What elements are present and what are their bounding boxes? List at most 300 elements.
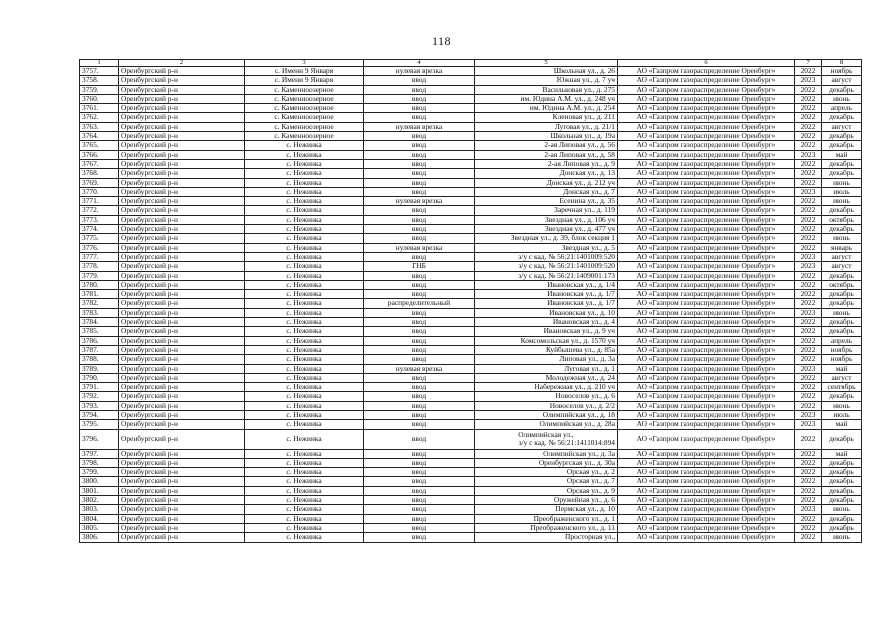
address-cell: Васильковая ул., д. 275 <box>475 85 618 94</box>
work-type-cell: ввод <box>364 225 475 234</box>
organization-cell: АО «Газпром газораспределение Оренбург» <box>618 290 795 299</box>
work-type-cell: ввод <box>364 132 475 141</box>
address-cell: Звездная ул., д. 477 уч <box>475 225 618 234</box>
work-type-cell: нулевая врезка <box>364 243 475 252</box>
month-cell: май <box>822 420 862 429</box>
address-cell: Комсомольская ул., д. 1570 уч <box>475 336 618 345</box>
month-cell: август <box>822 262 862 271</box>
month-cell: декабрь <box>822 85 862 94</box>
table-row <box>80 280 862 289</box>
work-type-cell: ввод <box>364 159 475 168</box>
year-cell: 2022 <box>795 178 822 187</box>
district-cell: Оренбургский р-н <box>119 327 245 336</box>
row-number: 3776. <box>80 243 119 252</box>
row-number: 3772. <box>80 206 119 215</box>
settlement-cell: с. Нежинка <box>245 327 364 336</box>
district-cell: Оренбургский р-н <box>119 150 245 159</box>
row-number: 3787. <box>80 345 119 354</box>
settlement-cell: с. Нежинка <box>245 401 364 410</box>
district-cell: Оренбургский р-н <box>119 206 245 215</box>
organization-cell: АО «Газпром газораспределение Оренбург» <box>618 94 795 103</box>
month-cell: апрель <box>822 336 862 345</box>
organization-cell: АО «Газпром газораспределение Оренбург» <box>618 486 795 495</box>
year-cell: 2022 <box>795 477 822 486</box>
address-cell: Кленовая ул., д. 211 <box>475 113 618 122</box>
address-cell: Ивановская ул., д. 10 <box>475 308 618 317</box>
settlement-cell: с. Нежинка <box>245 373 364 382</box>
year-cell: 2022 <box>795 336 822 345</box>
work-type-cell: ввод <box>364 523 475 532</box>
district-cell: Оренбургский р-н <box>119 178 245 187</box>
settlement-cell: с. Нежинка <box>245 169 364 178</box>
month-cell: июль <box>822 410 862 419</box>
work-type-cell: ввод <box>364 505 475 514</box>
district-cell: Оренбургский р-н <box>119 243 245 252</box>
district-cell: Оренбургский р-н <box>119 94 245 103</box>
address-cell: Пермская ул., д. 10 <box>475 505 618 514</box>
work-type-cell: ввод <box>364 150 475 159</box>
settlement-cell: с. Каменноозерное <box>245 132 364 141</box>
work-type-cell: ввод <box>364 141 475 150</box>
table-row <box>80 113 862 122</box>
district-cell: Оренбургский р-н <box>119 159 245 168</box>
work-type-cell: ввод <box>364 373 475 382</box>
settlement-cell: с. Каменноозерное <box>245 113 364 122</box>
table-row <box>80 496 862 505</box>
address-cell: Просторная ул., <box>475 533 618 542</box>
month-cell: декабрь <box>822 113 862 122</box>
table-row <box>80 67 862 76</box>
row-number: 3805. <box>80 523 119 532</box>
organization-cell: АО «Газпром газораспределение Оренбург» <box>618 327 795 336</box>
col-header: 8 <box>822 60 862 67</box>
month-cell: январь <box>822 243 862 252</box>
month-cell: декабрь <box>822 486 862 495</box>
district-cell: Оренбургский р-н <box>119 318 245 327</box>
row-number: 3778. <box>80 262 119 271</box>
row-number: 3804. <box>80 514 119 523</box>
organization-cell: АО «Газпром газораспределение Оренбург» <box>618 392 795 401</box>
year-cell: 2022 <box>795 159 822 168</box>
row-number: 3781. <box>80 290 119 299</box>
work-type-cell: ввод <box>364 429 475 449</box>
address-cell: Оренбургская ул., д. 30а <box>475 458 618 467</box>
row-number: 3771. <box>80 197 119 206</box>
month-cell: декабрь <box>822 141 862 150</box>
organization-cell: АО «Газпром газораспределение Оренбург» <box>618 141 795 150</box>
address-cell <box>475 429 618 449</box>
month-cell: декабрь <box>822 468 862 477</box>
month-cell: декабрь <box>822 477 862 486</box>
table-row <box>80 449 862 458</box>
address-cell: Новоселов ул., д. 6 <box>475 392 618 401</box>
organization-cell: АО «Газпром газораспределение Оренбург» <box>618 458 795 467</box>
organization-cell: АО «Газпром газораспределение Оренбург» <box>618 364 795 373</box>
month-cell: декабрь <box>822 225 862 234</box>
table-row <box>80 401 862 410</box>
address-cell: Оружейная ул., д. 6 <box>475 496 618 505</box>
table-row <box>80 169 862 178</box>
year-cell: 2023 <box>795 505 822 514</box>
table-row <box>80 206 862 215</box>
address-cell: Куйбышева ул., д. 85а <box>475 345 618 354</box>
table-row <box>80 505 862 514</box>
row-number: 3793. <box>80 401 119 410</box>
table-row <box>80 104 862 113</box>
settlement-cell: с. Каменноозерное <box>245 104 364 113</box>
table-row <box>80 410 862 419</box>
settlement-cell: с. Нежинка <box>245 533 364 542</box>
work-type-cell: ввод <box>364 280 475 289</box>
row-number: 3767. <box>80 159 119 168</box>
year-cell: 2022 <box>795 523 822 532</box>
table-row <box>80 364 862 373</box>
address-cell: Олимпийская ул., д. 28а <box>475 420 618 429</box>
month-cell: сентябрь <box>822 383 862 392</box>
row-number: 3777. <box>80 252 119 261</box>
gasification-table <box>79 59 862 543</box>
table-row <box>80 308 862 317</box>
organization-cell: АО «Газпром газораспределение Оренбург» <box>618 533 795 542</box>
year-cell: 2023 <box>795 76 822 85</box>
month-cell: декабрь <box>822 327 862 336</box>
district-cell: Оренбургский р-н <box>119 468 245 477</box>
work-type-cell: нулевая врезка <box>364 67 475 76</box>
table-row <box>80 271 862 280</box>
row-number: 3788. <box>80 355 119 364</box>
row-number: 3803. <box>80 505 119 514</box>
table-row <box>80 76 862 85</box>
district-cell: Оренбургский р-н <box>119 197 245 206</box>
table-row <box>80 345 862 354</box>
organization-cell: АО «Газпром газораспределение Оренбург» <box>618 243 795 252</box>
year-cell: 2022 <box>795 318 822 327</box>
row-number: 3762. <box>80 113 119 122</box>
table-row <box>80 122 862 131</box>
settlement-cell: с. Нежинка <box>245 496 364 505</box>
row-number: 3766. <box>80 150 119 159</box>
address-cell: Донская ул., д. 212 уч <box>475 178 618 187</box>
work-type-cell: распределительный <box>364 299 475 308</box>
district-cell: Оренбургский р-н <box>119 141 245 150</box>
settlement-cell: с. Нежинка <box>245 290 364 299</box>
month-cell: декабрь <box>822 132 862 141</box>
table-row <box>80 159 862 168</box>
table-row <box>80 215 862 224</box>
address-cell: Преображенского ул., д. 11 <box>475 523 618 532</box>
address-cell: им. Юдина А.М. ул., д. 248 уч <box>475 94 618 103</box>
table-row <box>80 132 862 141</box>
year-cell: 2023 <box>795 308 822 317</box>
organization-cell: АО «Газпром газораспределение Оренбург» <box>618 225 795 234</box>
year-cell: 2022 <box>795 85 822 94</box>
table-row <box>80 373 862 382</box>
row-number: 3779. <box>80 271 119 280</box>
row-number: 3796. <box>80 429 119 449</box>
settlement-cell: с. Каменноозерное <box>245 94 364 103</box>
table-row <box>80 486 862 495</box>
month-cell: июнь <box>822 533 862 542</box>
organization-cell: АО «Газпром газораспределение Оренбург» <box>618 514 795 523</box>
district-cell: Оренбургский р-н <box>119 67 245 76</box>
work-type-cell: ввод <box>364 113 475 122</box>
year-cell: 2022 <box>795 280 822 289</box>
row-number: 3800. <box>80 477 119 486</box>
district-cell: Оренбургский р-н <box>119 271 245 280</box>
address-cell: з/у с кад. № 56:21:1401009:520 <box>475 262 618 271</box>
address-line-2: з/у с кад. № 56:21:1411014:894 <box>518 438 615 448</box>
month-cell: декабрь <box>822 523 862 532</box>
address-cell: Набережная ул., д. 210 уч <box>475 383 618 392</box>
work-type-cell: ввод <box>364 486 475 495</box>
year-cell: 2023 <box>795 420 822 429</box>
work-type-cell: ввод <box>364 94 475 103</box>
settlement-cell: с. Нежинка <box>245 505 364 514</box>
settlement-cell: с. Нежинка <box>245 299 364 308</box>
district-cell: Оренбургский р-н <box>119 449 245 458</box>
year-cell: 2022 <box>795 132 822 141</box>
col-header: 2 <box>119 60 245 67</box>
row-number: 3795. <box>80 420 119 429</box>
organization-cell: АО «Газпром газораспределение Оренбург» <box>618 345 795 354</box>
row-number: 3784. <box>80 318 119 327</box>
work-type-cell: ввод <box>364 449 475 458</box>
month-cell: декабрь <box>822 514 862 523</box>
settlement-cell: с. Каменноозерное <box>245 122 364 131</box>
address-cell: Липовая ул., д. 3а <box>475 355 618 364</box>
work-type-cell: ввод <box>364 392 475 401</box>
organization-cell: АО «Газпром газораспределение Оренбург» <box>618 383 795 392</box>
settlement-cell: с. Нежинка <box>245 280 364 289</box>
work-type-cell: ввод <box>364 345 475 354</box>
table-row <box>80 468 862 477</box>
work-type-cell: ввод <box>364 514 475 523</box>
row-number: 3792. <box>80 392 119 401</box>
district-cell: Оренбургский р-н <box>119 113 245 122</box>
month-cell: июнь <box>822 234 862 243</box>
month-cell: май <box>822 449 862 458</box>
organization-cell: АО «Газпром газораспределение Оренбург» <box>618 178 795 187</box>
address-cell: Преображенского ул., д. 1 <box>475 514 618 523</box>
work-type-cell: ввод <box>364 187 475 196</box>
settlement-cell: с. Нежинка <box>245 336 364 345</box>
month-cell: апрель <box>822 104 862 113</box>
col-header: 1 <box>80 60 119 67</box>
year-cell: 2022 <box>795 449 822 458</box>
row-number: 3769. <box>80 178 119 187</box>
organization-cell: АО «Газпром газораспределение Оренбург» <box>618 299 795 308</box>
row-number: 3782. <box>80 299 119 308</box>
district-cell: Оренбургский р-н <box>119 234 245 243</box>
year-cell: 2023 <box>795 252 822 261</box>
year-cell: 2023 <box>795 262 822 271</box>
year-cell: 2023 <box>795 150 822 159</box>
col-header: 7 <box>795 60 822 67</box>
work-type-cell: нулевая врезка <box>364 364 475 373</box>
work-type-cell: ввод <box>364 327 475 336</box>
table-row <box>80 243 862 252</box>
address-cell: Школьная ул., д. 19а <box>475 132 618 141</box>
organization-cell: АО «Газпром газораспределение Оренбург» <box>618 215 795 224</box>
address-cell: 2-ая Липовая ул., д. 58 <box>475 150 618 159</box>
table-row <box>80 234 862 243</box>
year-cell: 2022 <box>795 104 822 113</box>
table-row <box>80 523 862 532</box>
address-cell: 2-ая Липовая ул., д. 56 <box>475 141 618 150</box>
work-type-cell: ввод <box>364 85 475 94</box>
table-row <box>80 336 862 345</box>
table-row <box>80 197 862 206</box>
settlement-cell: с. Нежинка <box>245 420 364 429</box>
month-cell: декабрь <box>822 299 862 308</box>
settlement-cell: с. Нежинка <box>245 514 364 523</box>
row-number: 3785. <box>80 327 119 336</box>
district-cell: Оренбургский р-н <box>119 225 245 234</box>
district-cell: Оренбургский р-н <box>119 373 245 382</box>
year-cell: 2023 <box>795 187 822 196</box>
address-cell: Донская ул., д. 13 <box>475 169 618 178</box>
district-cell: Оренбургский р-н <box>119 420 245 429</box>
row-number: 3791. <box>80 383 119 392</box>
work-type-cell: ввод <box>364 355 475 364</box>
month-cell: ноябрь <box>822 345 862 354</box>
year-cell: 2022 <box>795 355 822 364</box>
month-cell: июнь <box>822 94 862 103</box>
organization-cell: АО «Газпром газораспределение Оренбург» <box>618 318 795 327</box>
work-type-cell: ГНБ <box>364 262 475 271</box>
district-cell: Оренбургский р-н <box>119 401 245 410</box>
organization-cell: АО «Газпром газораспределение Оренбург» <box>618 477 795 486</box>
row-number: 3798. <box>80 458 119 467</box>
address-cell: Олимпийская ул., д. 3а <box>475 449 618 458</box>
col-header: 4 <box>364 60 475 67</box>
district-cell: Оренбургский р-н <box>119 410 245 419</box>
settlement-cell: с. Нежинка <box>245 477 364 486</box>
organization-cell: АО «Газпром газораспределение Оренбург» <box>618 234 795 243</box>
year-cell: 2022 <box>795 514 822 523</box>
table-row <box>80 94 862 103</box>
settlement-cell: с. Нежинка <box>245 178 364 187</box>
month-cell: июнь <box>822 197 862 206</box>
work-type-cell: ввод <box>364 206 475 215</box>
address-cell: Есенина ул., д. 35 <box>475 197 618 206</box>
district-cell: Оренбургский р-н <box>119 122 245 131</box>
settlement-cell: с. Нежинка <box>245 262 364 271</box>
table-row <box>80 150 862 159</box>
work-type-cell: ввод <box>364 76 475 85</box>
organization-cell: АО «Газпром газораспределение Оренбург» <box>618 76 795 85</box>
month-cell: июнь <box>822 178 862 187</box>
row-number: 3790. <box>80 373 119 382</box>
settlement-cell: с. Нежинка <box>245 197 364 206</box>
month-cell: июль <box>822 187 862 196</box>
settlement-cell: с. Нежинка <box>245 355 364 364</box>
organization-cell: АО «Газпром газораспределение Оренбург» <box>618 169 795 178</box>
address-cell: Звездная ул., д. 5 <box>475 243 618 252</box>
address-cell: Ивановская ул., д. 1/7 <box>475 290 618 299</box>
organization-cell: АО «Газпром газораспределение Оренбург» <box>618 429 795 449</box>
settlement-cell: с. Нежинка <box>245 234 364 243</box>
table-row <box>80 533 862 542</box>
month-cell: декабрь <box>822 392 862 401</box>
district-cell: Оренбургский р-н <box>119 336 245 345</box>
work-type-cell: ввод <box>364 178 475 187</box>
year-cell: 2022 <box>795 486 822 495</box>
settlement-cell: с. Нежинка <box>245 429 364 449</box>
district-cell: Оренбургский р-н <box>119 345 245 354</box>
row-number: 3799. <box>80 468 119 477</box>
address-cell: Ивановская ул., д. 1/7 <box>475 299 618 308</box>
district-cell: Оренбургский р-н <box>119 169 245 178</box>
address-cell: Луговая ул., д. 21/1 <box>475 122 618 131</box>
year-cell: 2022 <box>795 197 822 206</box>
month-cell: август <box>822 76 862 85</box>
address-cell: Донская ул., д. 7 <box>475 187 618 196</box>
month-cell: июнь <box>822 505 862 514</box>
month-cell: декабрь <box>822 206 862 215</box>
district-cell: Оренбургский р-н <box>119 299 245 308</box>
month-cell: декабрь <box>822 496 862 505</box>
settlement-cell: с. Нежинка <box>245 225 364 234</box>
year-cell: 2022 <box>795 290 822 299</box>
organization-cell: АО «Газпром газораспределение Оренбург» <box>618 280 795 289</box>
organization-cell: АО «Газпром газораспределение Оренбург» <box>618 401 795 410</box>
district-cell: Оренбургский р-н <box>119 132 245 141</box>
year-cell: 2022 <box>795 94 822 103</box>
work-type-cell: ввод <box>364 420 475 429</box>
address-cell: Орская ул., д. 2 <box>475 468 618 477</box>
month-cell: июнь <box>822 308 862 317</box>
organization-cell: АО «Газпром газораспределение Оренбург» <box>618 468 795 477</box>
row-number: 3765. <box>80 141 119 150</box>
table-row <box>80 477 862 486</box>
settlement-cell: с. Нежинка <box>245 523 364 532</box>
year-cell: 2022 <box>795 243 822 252</box>
address-cell: 2-ая Липовая ул., д. 9 <box>475 159 618 168</box>
year-cell: 2023 <box>795 364 822 373</box>
address-cell: Звездная ул., д. 106 уч <box>475 215 618 224</box>
row-number: 3774. <box>80 225 119 234</box>
year-cell: 2022 <box>795 234 822 243</box>
month-cell: май <box>822 150 862 159</box>
year-cell: 2023 <box>795 410 822 419</box>
organization-cell: АО «Газпром газораспределение Оренбург» <box>618 505 795 514</box>
year-cell: 2022 <box>795 169 822 178</box>
table-row <box>80 392 862 401</box>
row-number: 3806. <box>80 533 119 542</box>
month-cell: декабрь <box>822 271 862 280</box>
row-number: 3775. <box>80 234 119 243</box>
address-cell: Олимпийская ул., д. 18 <box>475 410 618 419</box>
table-row <box>80 187 862 196</box>
row-number: 3794. <box>80 410 119 419</box>
district-cell: Оренбургский р-н <box>119 514 245 523</box>
work-type-cell: нулевая врезка <box>364 197 475 206</box>
settlement-cell: с. Нежинка <box>245 392 364 401</box>
organization-cell: АО «Газпром газораспределение Оренбург» <box>618 336 795 345</box>
table-row <box>80 141 862 150</box>
month-cell: ноябрь <box>822 67 862 76</box>
settlement-cell: с. Нежинка <box>245 150 364 159</box>
month-cell: август <box>822 373 862 382</box>
work-type-cell: ввод <box>364 234 475 243</box>
table-row <box>80 225 862 234</box>
year-cell: 2022 <box>795 392 822 401</box>
work-type-cell: ввод <box>364 290 475 299</box>
year-cell: 2022 <box>795 345 822 354</box>
organization-cell: АО «Газпром газораспределение Оренбург» <box>618 85 795 94</box>
district-cell: Оренбургский р-н <box>119 486 245 495</box>
